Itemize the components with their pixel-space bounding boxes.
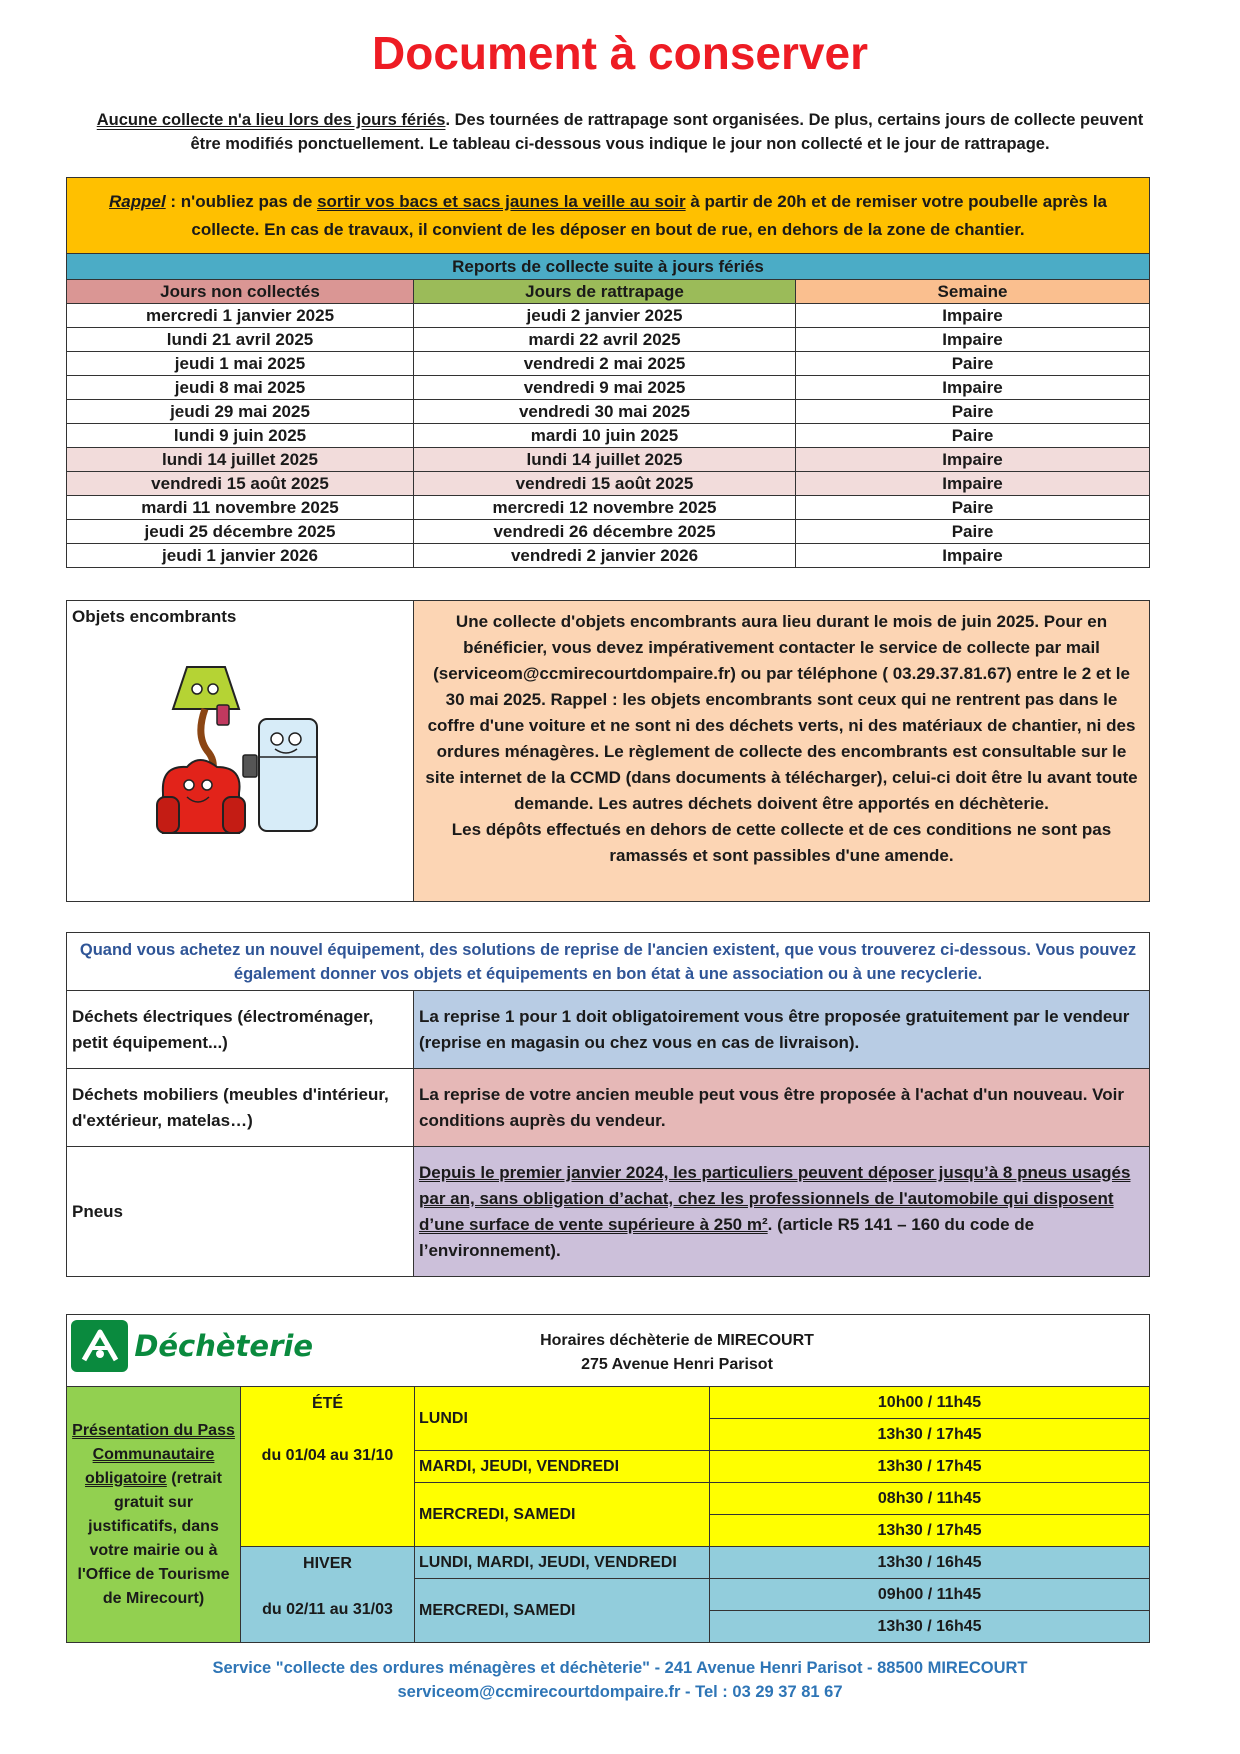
rappel-text-1: : n'oubliez pas de xyxy=(165,191,318,211)
ete-lundi: LUNDI xyxy=(415,1387,710,1451)
encombrants-label: Objets encombrants xyxy=(72,607,237,626)
footer-address: Service "collecte des ordures ménagères et déchèterie" - 241 Avenue Henri Parisot - 88500 MIRECOURT xyxy=(212,1659,1028,1677)
time-slot: 13h30 / 16h45 xyxy=(710,1611,1150,1643)
hiver-cell xyxy=(241,1547,415,1643)
encombrants-text-cell xyxy=(414,601,1150,902)
pneus-underlined: Depuis le premier janvier 2024, les particuliers peuvent déposer jusqu’à 8 pneus usagés par an, sans obligation d’achat, chez les professionnels de l'automobile qui disposent d’une surface de vente supérieure à 250 m² xyxy=(419,1162,1131,1234)
pass-underlined: Présentation du Pass Communautaire obligatoire xyxy=(72,1421,235,1487)
footer-contact[interactable]: serviceom@ccmirecourtdompaire.fr - Tel : 03 29 37 81 67 xyxy=(397,1683,843,1701)
cell-semaine: Paire xyxy=(796,496,1150,520)
cell-rattrapage: vendredi 15 août 2025 xyxy=(414,472,796,496)
reprise-table xyxy=(66,932,1150,1277)
encombrants-warning: Les dépôts effectués en dehors de cette collecte et de ces conditions ne sont pas ramassés et sont passibles d'une amende. xyxy=(451,820,1112,865)
table-row xyxy=(67,424,1150,448)
time-slot: 13h30 / 17h45 xyxy=(710,1451,1150,1483)
encombrants-table xyxy=(66,600,1150,902)
intro-underlined: Aucune collecte n'a lieu lors des jours fériés xyxy=(96,111,446,129)
table-row xyxy=(67,352,1150,376)
cell-non-collecte: vendredi 15 août 2025 xyxy=(67,472,414,496)
cell-rattrapage: vendredi 2 mai 2025 xyxy=(414,352,796,376)
table-row xyxy=(67,304,1150,328)
header-jours-rattrapage: Jours de rattrapage xyxy=(414,280,796,304)
header-semaine: Semaine xyxy=(796,280,1150,304)
rappel-underlined: sortir vos bacs et sacs jaunes la veille au soir xyxy=(317,191,686,211)
time-slot: 13h30 / 17h45 xyxy=(710,1515,1150,1547)
table-row xyxy=(67,472,1150,496)
table-row xyxy=(67,400,1150,424)
ete-label: ÉTÉ xyxy=(311,1395,344,1412)
intro-rest: . Des tournées de rattrapage sont organisées. De plus, certains jours de collecte peuvent être modifiés ponctuellement. Le tableau ci-dessous vous indique le jour non collecté et le jour de rattrapage. xyxy=(190,111,1144,153)
cell-rattrapage: mercredi 12 novembre 2025 xyxy=(414,496,796,520)
cell-non-collecte: lundi 21 avril 2025 xyxy=(67,328,414,352)
cell-rattrapage: lundi 14 juillet 2025 xyxy=(414,448,796,472)
rappel-label: Rappel xyxy=(109,191,166,211)
cell-non-collecte: jeudi 25 décembre 2025 xyxy=(67,520,414,544)
cell-semaine: Impaire xyxy=(796,448,1150,472)
hours-title xyxy=(397,1329,957,1377)
hiver-mercredi-samedi: MERCREDI, SAMEDI xyxy=(415,1579,710,1643)
cell-non-collecte: jeudi 29 mai 2025 xyxy=(67,400,414,424)
table-row xyxy=(67,328,1150,352)
pass-rest: (retrait gratuit sur justificatifs, dans votre mairie ou à l'Office de Tourisme de Mirecourt) xyxy=(77,1469,230,1607)
ete-mardi-jeudi-vendredi: MARDI, JEUDI, VENDREDI xyxy=(415,1451,710,1483)
cell-semaine: Paire xyxy=(796,424,1150,448)
mobilier-text: La reprise de votre ancien meuble peut vous être proposée à l'achat d'un nouveau. Voir conditions auprès du vendeur. xyxy=(414,1069,1150,1147)
cartoon-furniture-illustration xyxy=(147,657,347,857)
hiver-lundi-mardi-jeudi-vendredi: LUNDI, MARDI, JEUDI, VENDREDI xyxy=(415,1547,710,1579)
reports-table xyxy=(66,177,1150,568)
reports-title: Reports de collecte suite à jours fériés xyxy=(67,254,1150,280)
time-slot: 10h00 / 11h45 xyxy=(710,1387,1150,1419)
rappel-text-2: à partir de 20h et de remiser votre poubelle après la collecte. En cas de travaux, il convient de les déposer en bout de rue, en dehors de la zone de chantier. xyxy=(191,191,1107,239)
table-row xyxy=(67,496,1150,520)
table-row xyxy=(67,520,1150,544)
time-slot: 13h30 / 16h45 xyxy=(710,1547,1150,1579)
recycling-logo-icon xyxy=(71,1320,128,1372)
electro-text: La reprise 1 pour 1 doit obligatoirement vous être proposée gratuitement par le vendeur (reprise en magasin ou chez vous en cas de livraison). xyxy=(414,991,1150,1069)
decheterie-table xyxy=(66,1314,1150,1643)
time-slot: 09h00 / 11h45 xyxy=(710,1579,1150,1611)
hiver-label: HIVER xyxy=(303,1555,352,1572)
decheterie-logo xyxy=(71,1319,313,1373)
cell-semaine: Impaire xyxy=(796,544,1150,568)
logo-text: Déchèterie xyxy=(134,1329,313,1363)
pneus-label: Pneus xyxy=(67,1147,414,1277)
pneus-text-cell xyxy=(414,1147,1150,1277)
decheterie-header xyxy=(67,1315,1150,1387)
cell-non-collecte: lundi 14 juillet 2025 xyxy=(67,448,414,472)
hiver-dates: du 02/11 au 31/03 xyxy=(262,1601,393,1618)
cell-non-collecte: jeudi 1 janvier 2026 xyxy=(67,544,414,568)
cell-rattrapage: vendredi 30 mai 2025 xyxy=(414,400,796,424)
ete-cell xyxy=(241,1387,415,1547)
table-row xyxy=(67,448,1150,472)
rappel-box xyxy=(67,178,1150,254)
cell-rattrapage: mardi 22 avril 2025 xyxy=(414,328,796,352)
cell-semaine: Paire xyxy=(796,400,1150,424)
encombrants-label-cell xyxy=(67,601,414,902)
cell-rattrapage: vendredi 9 mai 2025 xyxy=(414,376,796,400)
document-title: Document à conserver xyxy=(372,27,868,79)
cell-non-collecte: mercredi 1 janvier 2025 xyxy=(67,304,414,328)
cell-non-collecte: lundi 9 juin 2025 xyxy=(67,424,414,448)
pass-cell xyxy=(67,1387,241,1643)
pneus-rest: . (article R5 141 – 160 du code de l’environnement). xyxy=(419,1214,1035,1260)
mobilier-label: Déchets mobiliers (meubles d'intérieur, d'extérieur, matelas…) xyxy=(67,1069,414,1147)
cell-rattrapage: vendredi 26 décembre 2025 xyxy=(414,520,796,544)
encombrants-text: Une collecte d'objets encombrants aura lieu durant le mois de juin 2025. Pour en bénéficier, vous devez impérativement contacter le service de collecte par mail (serviceom@ccmirecourtdompaire.fr) ou par téléphone ( 03.29.37.81.67) entre le 2 et le 30 mai 2025. Rappel : les objets encombrants sont ceux qui ne rentrent pas dans le coffre d'une voiture et ne sont ni des déchets verts, ni des matériaux de chantier, ni des ordures ménagères. Le règlement de collecte des encombrants est consultable sur le site internet de la CCMD (dans documents à télécharger), celui-ci doit être lu avant toute demande. Les autres déchets doivent être apportés en déchèterie. xyxy=(425,612,1138,813)
time-slot: 13h30 / 17h45 xyxy=(710,1419,1150,1451)
intro-paragraph xyxy=(80,108,1160,156)
decheterie-address: 275 Avenue Henri Parisot xyxy=(581,1356,773,1373)
cell-semaine: Paire xyxy=(796,520,1150,544)
electro-label: Déchets électriques (électroménager, petit équipement...) xyxy=(67,991,414,1069)
cell-rattrapage: jeudi 2 janvier 2025 xyxy=(414,304,796,328)
ete-mercredi-samedi: MERCREDI, SAMEDI xyxy=(415,1483,710,1547)
reprise-note: Quand vous achetez un nouvel équipement, des solutions de reprise de l'ancien existent, que vous trouverez ci-dessous. Vous pouvez également donner vos objets et équipements en bon état à une association ou à une recyclerie. xyxy=(67,933,1150,991)
table-row xyxy=(67,376,1150,400)
footer xyxy=(0,1656,1240,1704)
time-slot: 08h30 / 11h45 xyxy=(710,1483,1150,1515)
cell-non-collecte: jeudi 1 mai 2025 xyxy=(67,352,414,376)
cell-non-collecte: mardi 11 novembre 2025 xyxy=(67,496,414,520)
table-row xyxy=(67,544,1150,568)
cell-semaine: Impaire xyxy=(796,472,1150,496)
cell-semaine: Impaire xyxy=(796,328,1150,352)
cell-semaine: Impaire xyxy=(796,376,1150,400)
hours-title-line: Horaires déchèterie de MIRECOURT xyxy=(540,1332,814,1349)
cell-semaine: Paire xyxy=(796,352,1150,376)
cell-non-collecte: jeudi 8 mai 2025 xyxy=(67,376,414,400)
cell-semaine: Impaire xyxy=(796,304,1150,328)
cell-rattrapage: vendredi 2 janvier 2026 xyxy=(414,544,796,568)
header-jours-non-collectes: Jours non collectés xyxy=(67,280,414,304)
cell-rattrapage: mardi 10 juin 2025 xyxy=(414,424,796,448)
ete-dates: du 01/04 au 31/10 xyxy=(261,1447,394,1464)
